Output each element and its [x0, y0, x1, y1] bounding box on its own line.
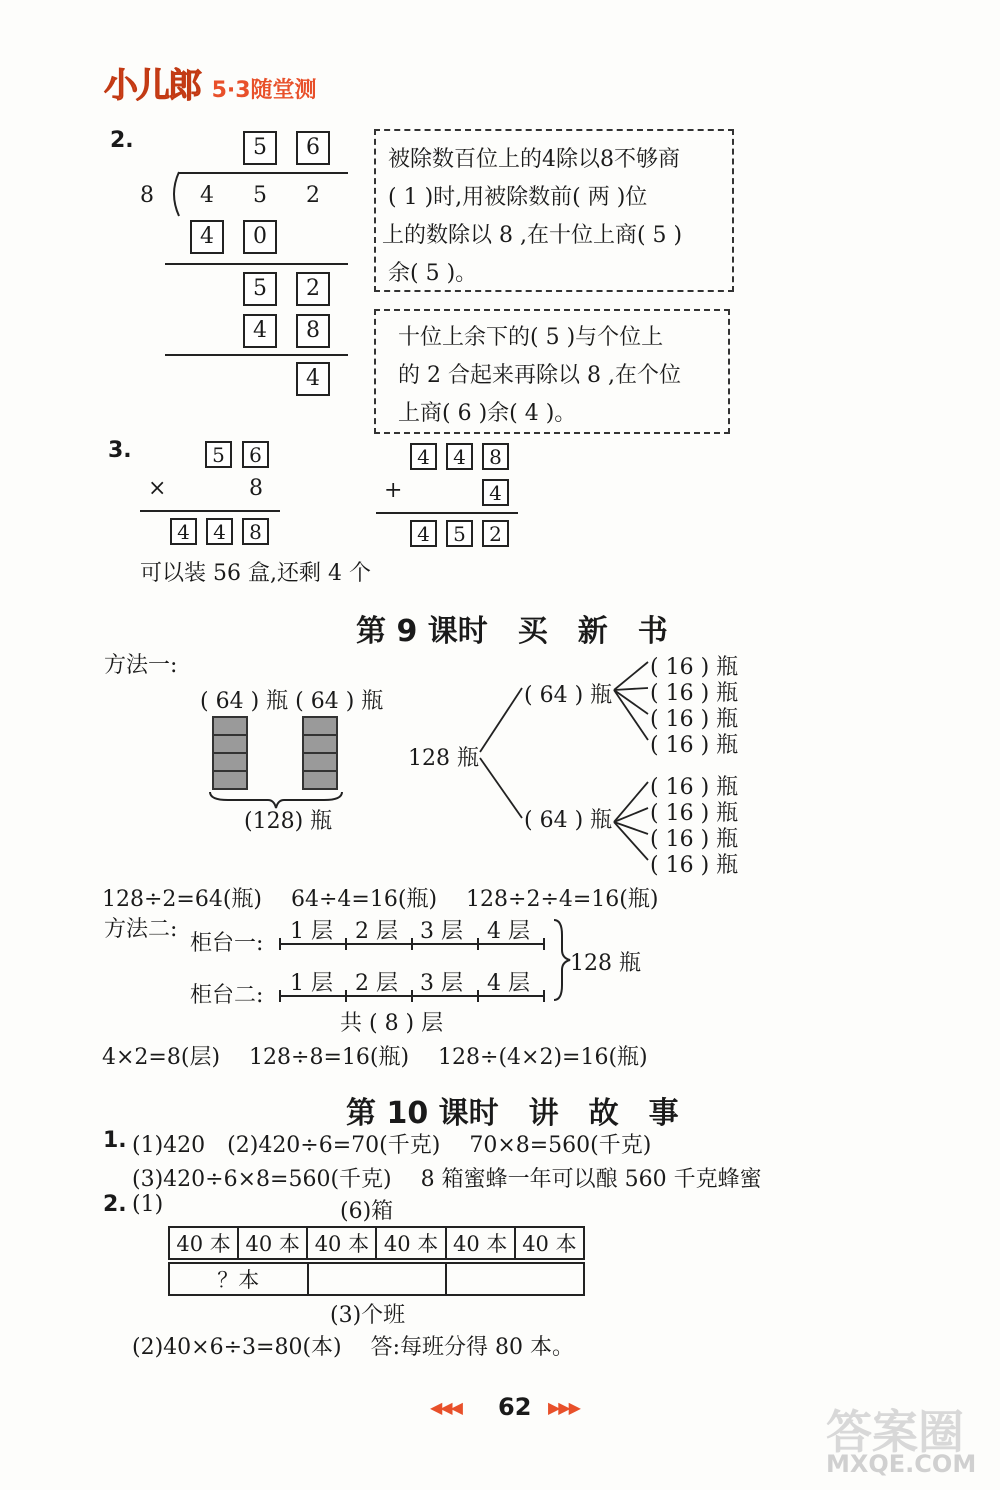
- box-cell: 40 本: [446, 1227, 515, 1259]
- add-result-digit: 5: [446, 520, 473, 547]
- note-line: 上商( 6 )余( 4 )。: [398, 401, 577, 426]
- dividend-digit: 4: [200, 183, 214, 208]
- q1-line: (1)420 (2)420÷6=70(千克) 70×8=560(千克): [132, 1133, 652, 1158]
- boxes-row: [169, 1227, 584, 1259]
- equation-line: 4×2=8(层) 128÷8=16(瓶) 128÷(4×2)=16(瓶): [102, 1045, 648, 1070]
- add-digit: 4: [482, 479, 509, 506]
- add-digit: 8: [482, 443, 509, 470]
- layer-label: 1 层: [290, 919, 333, 944]
- series-name: 5·3随堂测: [211, 78, 317, 103]
- watermark-url: MXQE.COM: [826, 1450, 977, 1478]
- step-digit: 5: [243, 272, 277, 306]
- note-line: 余( 5 )。: [388, 261, 478, 286]
- tree-leaf: ( 16 ) 瓶: [650, 775, 739, 800]
- dividend-digit: 2: [306, 183, 320, 208]
- quotient-digit: 6: [296, 131, 330, 165]
- q2-number: 2.: [103, 1192, 127, 1217]
- page-number: 62: [498, 1393, 532, 1421]
- note-line: 上的数除以 8 ,在十位上商( 5 ): [382, 223, 683, 248]
- lesson10-title: 第 10 课时 讲 故 事: [346, 1096, 679, 1131]
- tree-root: 128 瓶: [408, 746, 479, 771]
- unknown-cell: ？本: [169, 1263, 308, 1295]
- mul-result-digit: 8: [242, 518, 269, 545]
- step-digit: 4: [190, 220, 224, 254]
- tree-leaf: ( 16 ) 瓶: [650, 801, 739, 826]
- boxes-table: [168, 1226, 585, 1260]
- tree-leaf: ( 16 ) 瓶: [650, 681, 739, 706]
- class-cell: [446, 1263, 584, 1295]
- brace-total: 128 瓶: [570, 951, 641, 976]
- dividend-digit: 5: [253, 183, 267, 208]
- tree-leaf: ( 16 ) 瓶: [650, 853, 739, 878]
- classes-table: [168, 1262, 585, 1296]
- classes-row: [169, 1263, 584, 1295]
- note-line: 被除数百位上的4除以8不够商: [388, 147, 680, 172]
- tree-leaf: ( 16 ) 瓶: [650, 733, 739, 758]
- tree-leaf: ( 16 ) 瓶: [650, 827, 739, 852]
- lesson9-title: 第 9 课时 买 新 书: [356, 614, 668, 649]
- layer-label: 4 层: [487, 919, 530, 944]
- logo-text: 小儿郎: [104, 66, 200, 106]
- classes-label: (3)个班: [330, 1303, 406, 1328]
- class-cell: [308, 1263, 446, 1295]
- box-cell: 40 本: [169, 1227, 238, 1259]
- boxes-label: (6)箱: [340, 1199, 394, 1224]
- multiply-sign: ×: [148, 476, 167, 501]
- q2-answer: (2)40×6÷3=80(本) 答:每班分得 80 本。: [132, 1335, 574, 1360]
- layer-label: 1 层: [290, 971, 333, 996]
- mul-digit: 5: [205, 441, 232, 468]
- note-line: 的 2 合起来再除以 8 ,在个位: [398, 363, 681, 388]
- layer-total: 共 ( 8 ) 层: [340, 1011, 444, 1036]
- multiplier: 8: [249, 476, 263, 501]
- note-line: 十位上余下的( 5 )与个位上: [398, 325, 664, 350]
- mul-result-digit: 4: [170, 518, 197, 545]
- next-arrows: ▶▶▶: [548, 1398, 579, 1417]
- quotient-digit: 5: [243, 131, 277, 165]
- mul-result-digit: 4: [206, 518, 233, 545]
- plus-sign: +: [384, 478, 403, 503]
- step-digit: 2: [296, 272, 330, 306]
- divisor: 8: [140, 183, 154, 208]
- watermark-logo: 答案圈: [826, 1405, 964, 1459]
- tree-leaf: ( 16 ) 瓶: [650, 707, 739, 732]
- box-cell: 40 本: [238, 1227, 307, 1259]
- q2-part-label: (1): [132, 1192, 164, 1217]
- step-digit: 0: [243, 220, 277, 254]
- tree-branch: ( 64 ) 瓶: [524, 683, 613, 708]
- prev-arrows: ◀◀◀: [430, 1398, 461, 1417]
- box-cell: 40 本: [515, 1227, 584, 1259]
- add-digit: 4: [446, 443, 473, 470]
- method1-label: 方法一:: [104, 653, 178, 678]
- q1-number: 1.: [103, 1128, 127, 1153]
- q1-line: (3)420÷6×8=560(千克) 8 箱蜜蜂一年可以酿 560 千克蜂蜜: [132, 1167, 762, 1192]
- equation-line: 128÷2=64(瓶) 64÷4=16(瓶) 128÷2÷4=16(瓶): [102, 887, 659, 912]
- total-label: (128) 瓶: [244, 809, 333, 834]
- tree-leaf: ( 16 ) 瓶: [650, 655, 739, 680]
- note-line: ( 1 )时,用被除数前( 两 )位: [388, 185, 648, 210]
- remainder-digit: 4: [296, 362, 330, 396]
- add-result-digit: 2: [482, 520, 509, 547]
- layer-label: 3 层: [420, 919, 463, 944]
- tree-branch: ( 64 ) 瓶: [524, 808, 613, 833]
- box-cell: 40 本: [376, 1227, 445, 1259]
- box-cell: 40 本: [307, 1227, 376, 1259]
- q2-number: 2.: [110, 128, 134, 153]
- step-digit: 4: [243, 314, 277, 348]
- q3-number: 3.: [108, 438, 132, 463]
- q3-answer: 可以装 56 盒,还剩 4 个: [140, 561, 371, 586]
- mul-digit: 6: [242, 441, 269, 468]
- layer-label: 4 层: [487, 971, 530, 996]
- add-result-digit: 4: [410, 520, 437, 547]
- layer-label: 3 层: [420, 971, 463, 996]
- layer-label: 2 层: [355, 919, 398, 944]
- add-digit: 4: [410, 443, 437, 470]
- step-digit: 8: [296, 314, 330, 348]
- pair-label: ( 64 ) 瓶 ( 64 ) 瓶: [200, 689, 384, 714]
- counter1-label: 柜台一:: [190, 931, 264, 956]
- method2-label: 方法二:: [104, 917, 178, 942]
- layer-label: 2 层: [355, 971, 398, 996]
- counter2-label: 柜台二:: [190, 983, 264, 1008]
